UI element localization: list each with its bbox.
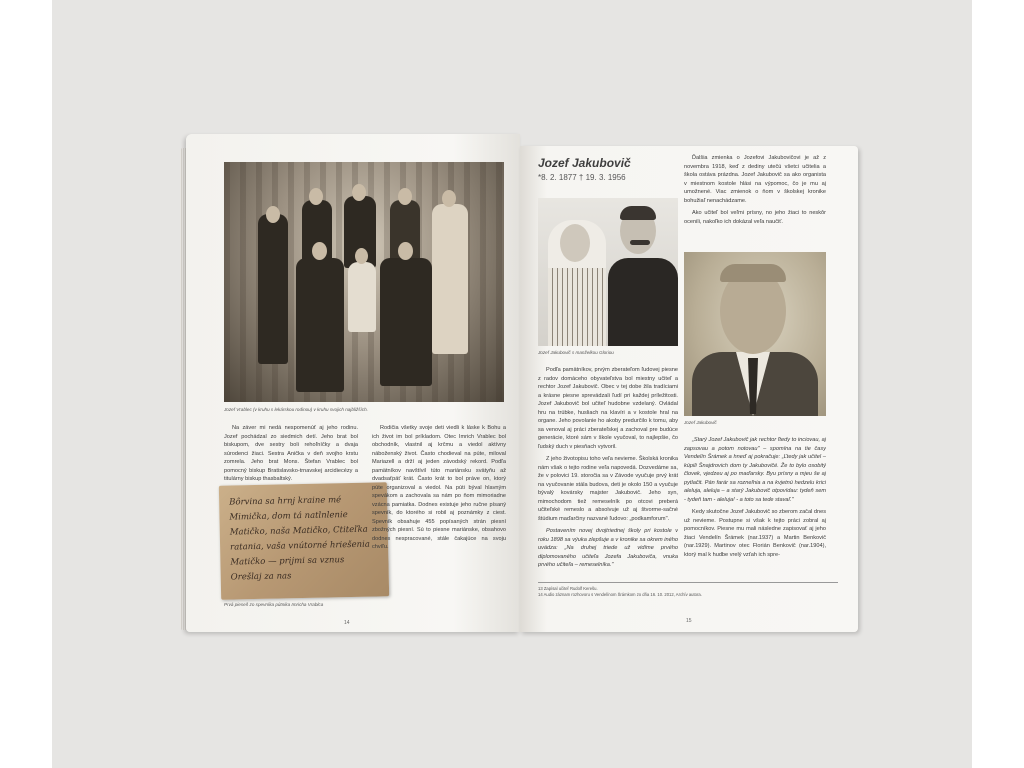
quote-paragraph: „Starý Jozef Jakubovič jak rechtor ľtedy to inciovau, aj zapsovau a potom notovau" – spomína na tie časy Vendelín Šrámek a hneď aj pokračuje: „Ľtedy jak učitel – kúpili Šnajdrovich dom ty Jakubovičé. Že to bylo osobitý človek, vjedzeu aj po maďarsky. Byu prísny a mjeu še aj pytlačit. Pán farár sa rozneľnia a na kvjetnú hedzelu krici aleluja, aleluja – a starý Jakubovič otpovídau: tydeň sem - tydeň tam - aleluja! - a toto sa tede stavaľ." <box>684 437 826 503</box>
right-column-2-top <box>684 154 826 246</box>
handwritten-lines: Bôrvina sa hrnj kraine mé Mimička, dom tá natlnlenie Matičko, naša Matičko, Ctiteľka ratania, vaša vnútorné hriešenia Matičko — prijmi sa vznus Orešlaj za nas <box>229 495 370 583</box>
family-photo-caption: Jozef Vrablec (v kruhu s lekárskou rodinou) v kruhu svojich najbližších. <box>224 407 368 412</box>
life-dates: *8. 2. 1877 † 19. 3. 1956 <box>538 173 626 182</box>
paragraph: Podľa pamätníkov, prvým zberateľom ľudovej piesne z radov domáceho obyvateľstva bol miestny učiteľ a rechtor Jozef Jakubovič. Obec v tej dobe žila tradíciami a krásne piesne sprevádzali ľudí pri každej príležitosti. Jozef Jakubovič bol učiteľ hudobne vzdelaný. Ovládal hru na trúbke, husliach na klavíri a v kostole hral na organe. Jeho povolanie ho akoby predurčilo k tomu, aby sa venoval aj práci zberateľskej a zachoval pre budúce generácie, ktoré sám v škole vyučoval, to najlepšie, čo ľudský duch v piesňach vytvoril. <box>538 367 678 450</box>
right-column-1 <box>538 366 678 578</box>
page-number: 15 <box>686 618 692 624</box>
article-title: Jozef Jakubovič <box>538 156 631 170</box>
paragraph: Ako učiteľ bol veľmi prísny, no jeho žiaci to neskôr ocenili, nakoľko ich dokázal veľa naučiť. <box>684 210 826 225</box>
couple-photo <box>538 198 678 346</box>
open-book <box>186 128 858 636</box>
footnote-14: 14 Audio záznam rozhovoru s Vendelínom Šrámkom zo dňa 16. 10. 2012, Archív autora. <box>538 592 702 597</box>
portrait-caption: Jozef Jakubovič <box>684 420 717 425</box>
left-page <box>186 134 520 632</box>
family-photo <box>224 162 504 402</box>
left-column-1 <box>224 424 358 486</box>
footnote-13: 13 Zapísal učiteľ Rudolf Kerešu. <box>538 586 598 591</box>
paragraph: Kedy skutočne Jozef Jakubovič so zberom začal dnes už nevieme. Postupne si však k tejto práci zobral aj pomocníkov. Piesne mu mali následne zapisovať aj jeho žiaci Vendelín Šrámek (nar.1937) a Martin Benkovič (nar.1929). Martinov otec Florián Benkovič (nar.1904), ktorý mal k hudbe vrelý vzťah ich spre- <box>684 509 826 558</box>
handwritten-songbook-photo <box>219 482 389 599</box>
paragraph: Postavením novej dvojtriednej školy pri kostole v roku 1898 sa výuka zlepšuje a v kronike sa okrem iného uvádza: „Na druhej triede už vidíme prvého diplomovaného učiteľa Jozefa Jakuboviča, vnuka prvého učiteľa – remeselníka." <box>538 528 678 568</box>
paragraph: Z jeho životopisu toho veľa nevieme. Školská kronika nám však o tejto rodine veľa napovedá. Dozvedáme sa, že v polovici 19. storočia sa v Závode vyučuje prvý krát na vyučovanie stála budova, deti je okolo 150 a vyučuje bývalý kovársky majster Jakubovič. Jeho syn, mimochodom tiež remeselník po otcovi preberá učiteľské remeslo a absolvuje už aj štvorme-sačné štúdium maďarčiny nazvané ľudovo: „podkamforum". <box>538 456 678 522</box>
right-page <box>520 146 858 632</box>
paragraph: Na záver mi nedá nespomenúť aj jeho rodinu. Jozef pochádzal zo siedmich detí. Jeho brat bol biskupom, dve sestry boli rehoľníčky a dvaja súrodenci žiaci. Sestra Anička v deň svojho krstu zomrela. Jeho brat Mons. Štefan Vrablec bol pomocný biskup Bratislavsko-trnavskej arcidiecézy a titulárny biskup thasbaltský. <box>224 425 358 482</box>
page-number: 14 <box>344 620 350 626</box>
footnotes <box>538 582 838 598</box>
right-column-2-bottom <box>684 436 826 576</box>
left-column-2 <box>372 424 506 604</box>
couple-photo-caption: Jozef Jakubovič s manželkou Gloriou <box>538 350 614 355</box>
songbook-caption: Prvá pieseň zo spevníka pútnika Imricha Vrablca <box>224 602 324 607</box>
portrait-photo <box>684 252 826 416</box>
paragraph: Rodičia všetky svoje deti viedli k láske k Bohu a ich život im bol príkladom. Otec Imrich Vrablec bol obchodník, vlastnil aj krčmu a viedol aktívny náboženský život. Často chodieval na púte, miloval Mariazell a drží aj jeden závodský rekord. Podľa pamätníkov navštívil túto mariánsku svätyňu až dvadsaťpäť krát. Často krát to bol práve on, ktorý púte organizoval a viedol. Na púti býval hlavným spevákom a zachovala sa nám po ňom mimoriadne vzácna pamiatka. Dodnes existuje jeho ručne písaný spevník, do ktorého si robil aj poznámky z ciest. Spevník obsahuje 455 popísaných strán piesní zbožných piesní. Sú to piesne mariánske, obsahovo dodnes nespracované, stále čakajúce na svoju chvíľu. <box>372 425 506 550</box>
paragraph: Ďalšia zmienka o Jozefovi Jakubovičovi je až z novembra 1918, keď z dediny utečú všetci učitelia a škola ostáva prázdna. Jozef Jakubovič sa ako organista v miestnom kostole hlási na výpomoc, čo je mu aj umožnené. Viac zmienok o ňom v školskej kronike bohužiaľ nenachádzame. <box>684 155 826 204</box>
